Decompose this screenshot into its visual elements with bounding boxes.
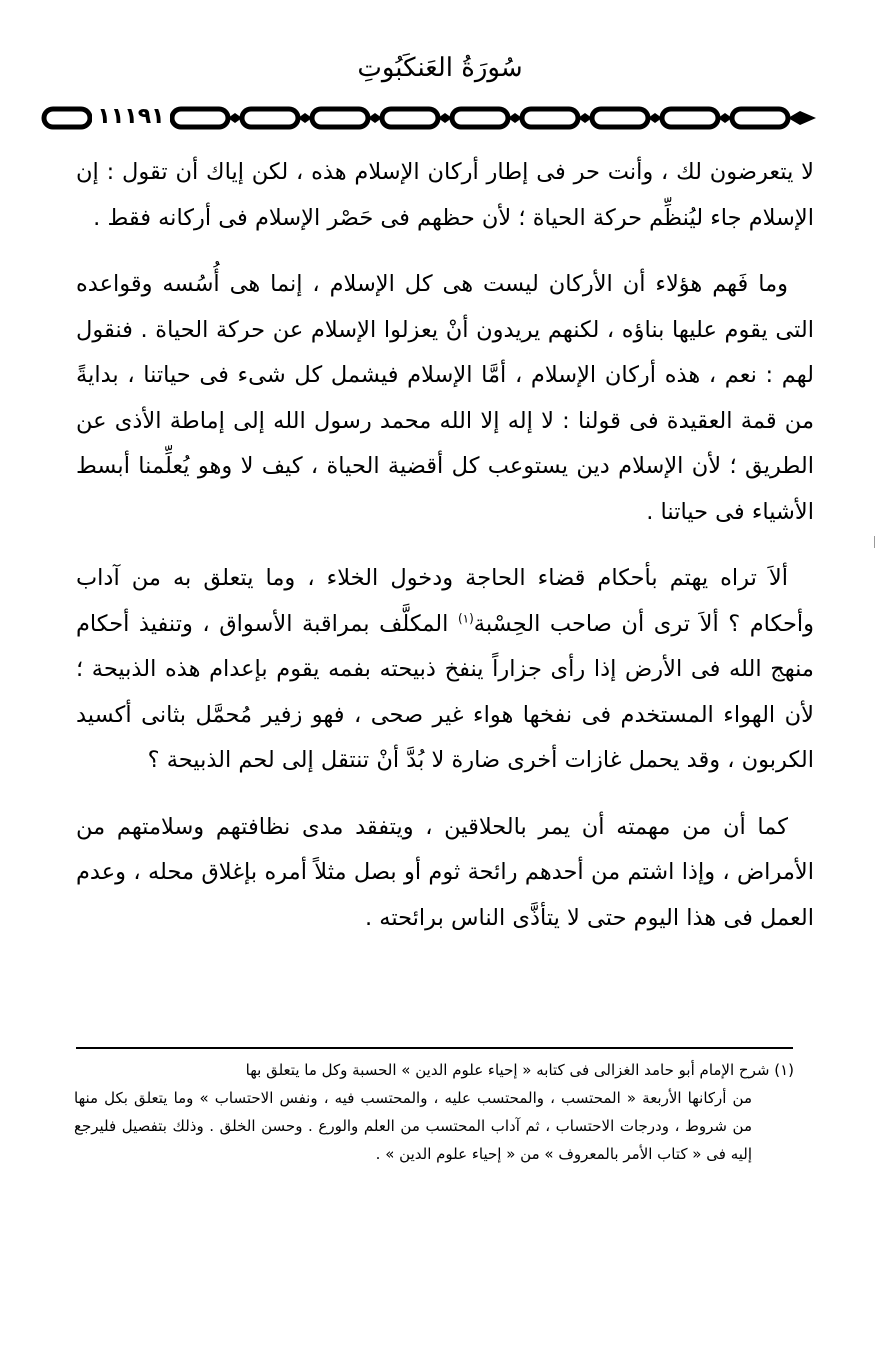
paragraph-3 [76,556,814,784]
footnote-marker: (١) [774,1061,794,1079]
paragraph-3-text-start: ألاَ تراه يهتم بأحكام قضاء الحاجة ودخول الخلاء ، وما يتعلق به من آداب وأحكام ؟ ألاَ ترى أن صاحب الحِسْبة [76,565,814,637]
footnote [74,1056,794,1168]
footnote-text-rest: من أركانها الأربعة « المحتسب ، والمحتسب عليه ، والمحتسب فيه ، ونفس الاحتساب » وما يتعلق بكل منها من شروط ، ودرجات الاحتساب ، ثم آداب المحتسب من العلم والورع . وحسن الخلق . وذلك بتفصيل فليرجع إليه فى « كتاب الأمر بالمعروف » من « إحياء علوم الدين » . [74,1089,752,1163]
footnote-divider [76,1047,793,1049]
body-text [76,150,814,941]
page-number: ١١١٩١ [92,102,170,132]
footnote-reference[interactable]: (١) [457,611,474,625]
paragraph-4 [76,805,814,942]
footnote-first-line [74,1056,794,1084]
paragraph-1: لا يتعرضون لك ، وأنت حر فى إطار أركان الإسلام هذه ، لكن إياك أن تقول : إن الإسلام جاء ليُنظِّم حركة الحياة ؛ لأن حظهم فى حَصْر الإسلام فى أركانه فقط . [76,159,814,231]
paragraph-2-text: وما فَهم هؤلاء أن الأركان ليست هى كل الإسلام ، إنما هى أُسُسه وقواعده التى يقوم عليها بناؤه ، لكنهم يريدون أنْ يعزلوا الإسلام عن حركة الحياة . فنقول لهم : نعم ، هذه أركان الإسلام ، أمَّا الإسلام فيشمل كل شىء فى حياتنا ، بدايةً من قمة العقيدة فى قولنا : لا إله إلا الله محمد رسول الله إلى إماطة الأذى عن الطريق ؛ لأن الإسلام دين يستوعب كل أقضية الحياة ، كيف لا وهو يُعلِّمنا أبسط الأشياء فى حياتنا . [76,271,814,525]
footnote-text-start: شرح الإمام أبو حامد الغزالى فى كتابه « إحياء علوم الدين » الحسبة وكل ما يتعلق بها [245,1061,775,1079]
scan-edge-mark [874,536,875,548]
paragraph-3-text-end: المكلَّف بمراقبة الأسواق ، وتنفيذ أحكام منهج الله فى الأرض إذا رأى جزاراً ينفخ ذبيحته بفمه يقوم بإعدام هذه الذبيحة ؛ لأن الهواء المستخدم فى نفخها هواء غير صحى ، فهو زفير مُحمَّل بثانى أكسيد الكربون ، وقد يحمل غازات أخرى ضارة لا بُدَّ أنْ تنتقل إلى لحم الذبيحة ؟ [76,610,814,773]
paragraph-2 [76,262,814,535]
surah-title: سُورَةُ العَنكَبُوتِ [357,53,523,83]
paragraph-4-text: كما أن من مهمته أن يمر بالحلاقين ، ويتفقد مدى نظافتهم وسلامتهم من الأمراض ، وإذا اشتم من أحدهم رائحة ثوم أو بصل مثلاً أمره بإغلاق محله ، وعدم العمل فى هذا اليوم حتى لا يتأذَّى الناس برائحته . [76,813,814,931]
